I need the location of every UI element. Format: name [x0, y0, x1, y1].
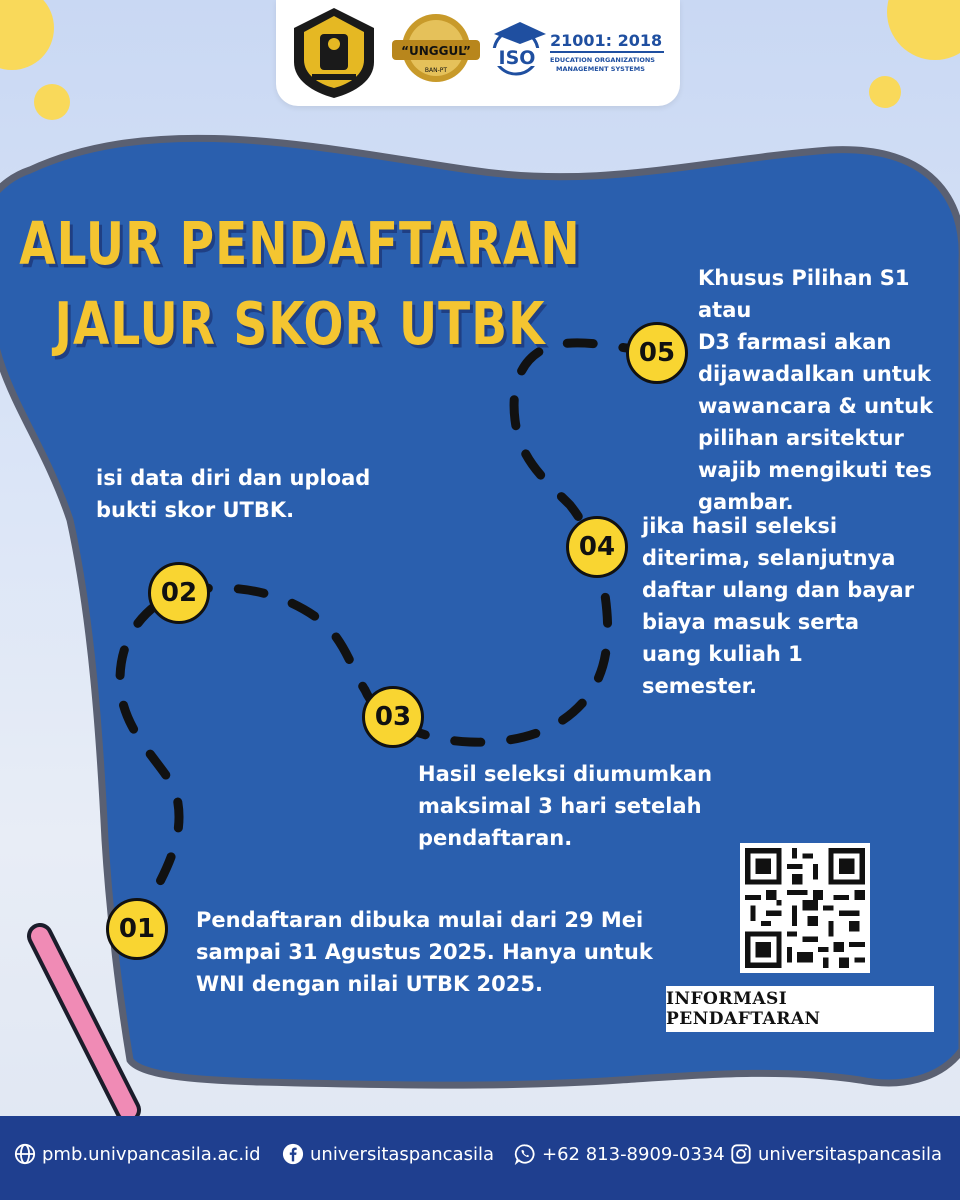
- facebook-text: universitaspancasila: [310, 1143, 494, 1165]
- step-05-text: Khusus Pilihan S1 atau D3 farmasi akan dijawadalkan untuk wawancara & untuk pilihan arsitektur wajib mengikuti tes gambar.: [698, 266, 934, 514]
- banpt-text: BAN-PT: [424, 67, 448, 74]
- step-03-badge: 03: [362, 686, 424, 748]
- university-seal-logo: [294, 8, 374, 98]
- unggul-text: “UNGGUL”: [401, 44, 471, 58]
- unggul-accreditation-badge: [392, 14, 480, 82]
- website-text: pmb.univpancasila.ac.id: [42, 1143, 261, 1165]
- footer-whatsapp[interactable]: [514, 1143, 725, 1165]
- decor-circle: [887, 0, 960, 60]
- footer-website[interactable]: [14, 1143, 261, 1165]
- iso-logo: [490, 22, 664, 74]
- qr-code[interactable]: [740, 843, 870, 973]
- step-02-text: isi data diri dan upload bukti skor UTBK.: [96, 466, 371, 522]
- whatsapp-icon: [514, 1143, 536, 1165]
- iso-code: 21001: 2018: [550, 31, 663, 50]
- step-04-badge: 04: [566, 516, 628, 578]
- footer-instagram[interactable]: [730, 1143, 942, 1165]
- step-04-text: jika hasil seleksi diterima, selanjutnya daftar ulang dan bayar biaya masuk serta uang kuliah 1 semester.: [642, 514, 915, 698]
- iso-line1: EDUCATION ORGANIZATIONS: [550, 56, 655, 64]
- registration-info-label: INFORMASI PENDAFTARAN: [666, 986, 934, 1032]
- decor-circle: [0, 0, 54, 70]
- title-line-1: ALUR PENDAFTARAN: [19, 210, 581, 279]
- title-line-2: JALUR SKOR UTBK: [54, 290, 546, 359]
- logo-bar: [276, 0, 680, 106]
- whatsapp-text: +62 813-8909-0334: [542, 1143, 725, 1165]
- step-01-badge: 01: [106, 898, 168, 960]
- step-05-badge: 05: [626, 322, 688, 384]
- iso-line2: MANAGEMENT SYSTEMS: [556, 65, 645, 73]
- instagram-icon: [730, 1143, 752, 1165]
- step-02-badge: 02: [148, 562, 210, 624]
- decor-circle: [869, 76, 901, 108]
- qr-code-image: [740, 843, 870, 973]
- step-01-text: Pendaftaran dibuka mulai dari 29 Mei sampai 31 Agustus 2025. Hanya untuk WNI dengan nilai UTBK 2025.: [196, 908, 653, 996]
- logos: [276, 0, 680, 106]
- instagram-text: universitaspancasila: [758, 1143, 942, 1165]
- step-03-text: Hasil seleksi diumumkan maksimal 3 hari setelah pendaftaran.: [418, 762, 713, 850]
- iso-mark: ISO: [498, 47, 536, 69]
- footer-facebook[interactable]: [282, 1143, 494, 1165]
- facebook-icon: [282, 1143, 304, 1165]
- decor-circle: [34, 84, 70, 120]
- globe-icon: [14, 1143, 36, 1165]
